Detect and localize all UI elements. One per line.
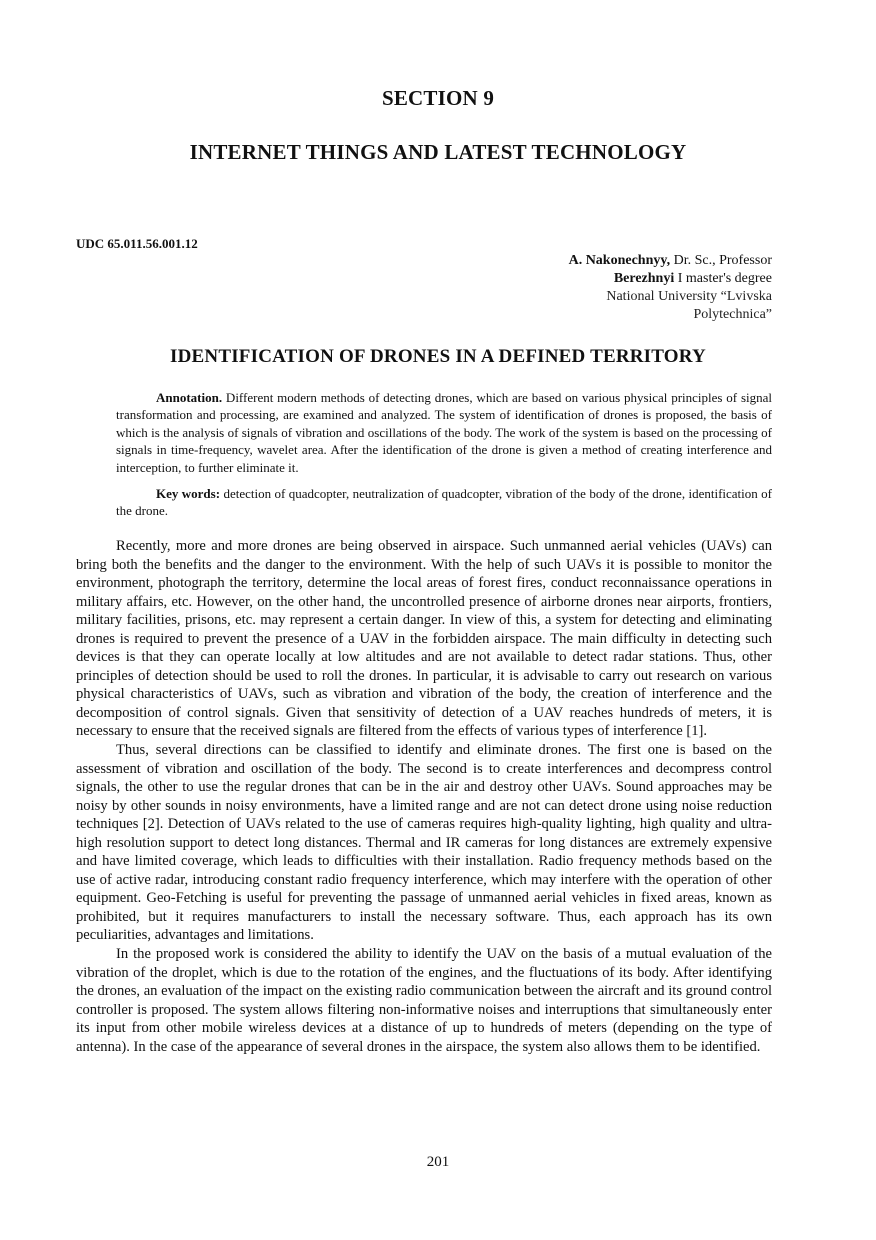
- author-block: [442, 252, 772, 324]
- paper-title: IDENTIFICATION OF DRONES IN A DEFINED TERRITORY: [170, 346, 706, 367]
- page-number: 201: [426, 1154, 450, 1170]
- keywords-paragraph: [116, 485, 772, 520]
- body-paragraph: Recently, more and more drones are being observed in airspace. Such unmanned aerial vehicles (UAVs) can bring both the benefits and the danger to the environment. With the help of such UAVs it is possible to monitor the environment, photograph the territory, determine the local areas of forest fires, conduct reconnaissance operations in military affairs, etc. However, on the other hand, the uncontrolled presence of airborne drones near airports, frontiers, military facilities, prisons, etc. may represent a certain danger. In view of this, a system for detecting and eliminating drones is required to prevent the presence of a UAV in the forbidden airspace. The main difficulty in detecting such devices is that they can operate locally at low altitudes and are not available to detect radar stations. Thus, other principles of detection should be used to roll the drones. In particular, it is advisable to carry out research on various physical characteristics of UAVs, such as vibration and vibration of the body, the creation of interference and the decomposition of control signals. Given that sensitivity of detection of a UAV reaches hundreds of meters, it is necessary to ensure that the received signals are filtered from the effects of various types of interference [1].: [76, 538, 772, 740]
- body-paragraph: Thus, several directions can be classified to identify and eliminate drones. The first one is based on the assessment of vibration and oscillation of the body. The second is to create interferences and decompress control signals, the other to use the regular drones that can be in the air and destroy other UAVs. Sound approaches may be noisy by other sounds in noisy environments, have a limited range and are not can detect drone using noise reduction techniques [2]. Detection of UAVs related to the use of cameras requires high-quality lighting, high quality and ultra-high resolution support to detect long distances. Thermal and IR cameras for long distances are extremely expensive and have limited coverage, which leads to difficulties with their installation. Radio frequency methods based on the use of active radar, introducing constant radio frequency interference, which may interfere with the operation of other equipment. Geo-Fetching is useful for preventing the passage of unmanned aerial vehicles in fixed areas, known as prohibited, but it requires manufacturers to install the necessary software. Thus, each approach has its own peculiarities, advantages and limitations.: [76, 742, 772, 944]
- udc-code: UDC 65.011.56.001.12: [76, 236, 198, 251]
- annotation-paragraph: [116, 389, 772, 476]
- keywords-block: [116, 485, 772, 520]
- affiliation-line: Polytechnica”: [693, 307, 772, 322]
- author-credentials: I master's degree: [674, 271, 772, 286]
- affiliation-line: National University “Lvivska: [606, 289, 772, 304]
- body-paragraph: In the proposed work is considered the ability to identify the UAV on the basis of a mutual evaluation of the vibration of the droplet, which is due to the rotation of the engines, and the fluctuations of its body. After identifying the drones, an evaluation of the impact on the existing radio communication between the aircraft and its ground control controller is proposed. The system allows filtering non-informative noises and interruptions that simultaneously enter its input from other mobile wireless devices at a distance of up to hundreds of meters (depending on the type of antenna). In the case of the appearance of several drones in the airspace, the system also allows them to be identified.: [76, 946, 772, 1055]
- author-credentials: Dr. Sc., Professor: [670, 253, 772, 268]
- author-name: A. Nakonechnyy,: [568, 253, 671, 268]
- author-line: [442, 252, 772, 270]
- section-subtitle: INTERNET THINGS AND LATEST TECHNOLOGY: [189, 140, 687, 164]
- author-line: [442, 270, 772, 288]
- keywords-text: detection of quadcopter, neutralization of quadcopter, vibration of the body of the drone, identification of the drone.: [116, 486, 772, 519]
- annotation-label: Annotation.: [156, 390, 223, 405]
- section-title: SECTION 9: [381, 86, 495, 110]
- annotation-text: Different modern methods of detecting drones, which are based on various physical principles of signal transformation and processing, are examined and analyzed. The system of identification of drones is proposed, the basis of which is the analysis of signals of vibration and oscillations of the body. The work of the system is based on the processing of signals in time-frequency, wavelet area. After the identification of the drone is given a method of creating interference and interception, to further eliminate it.: [116, 390, 772, 475]
- author-name: Berezhnyi: [613, 271, 675, 286]
- annotation-block: [116, 389, 772, 476]
- body-text: [76, 537, 772, 1056]
- keywords-label: Key words:: [156, 486, 221, 501]
